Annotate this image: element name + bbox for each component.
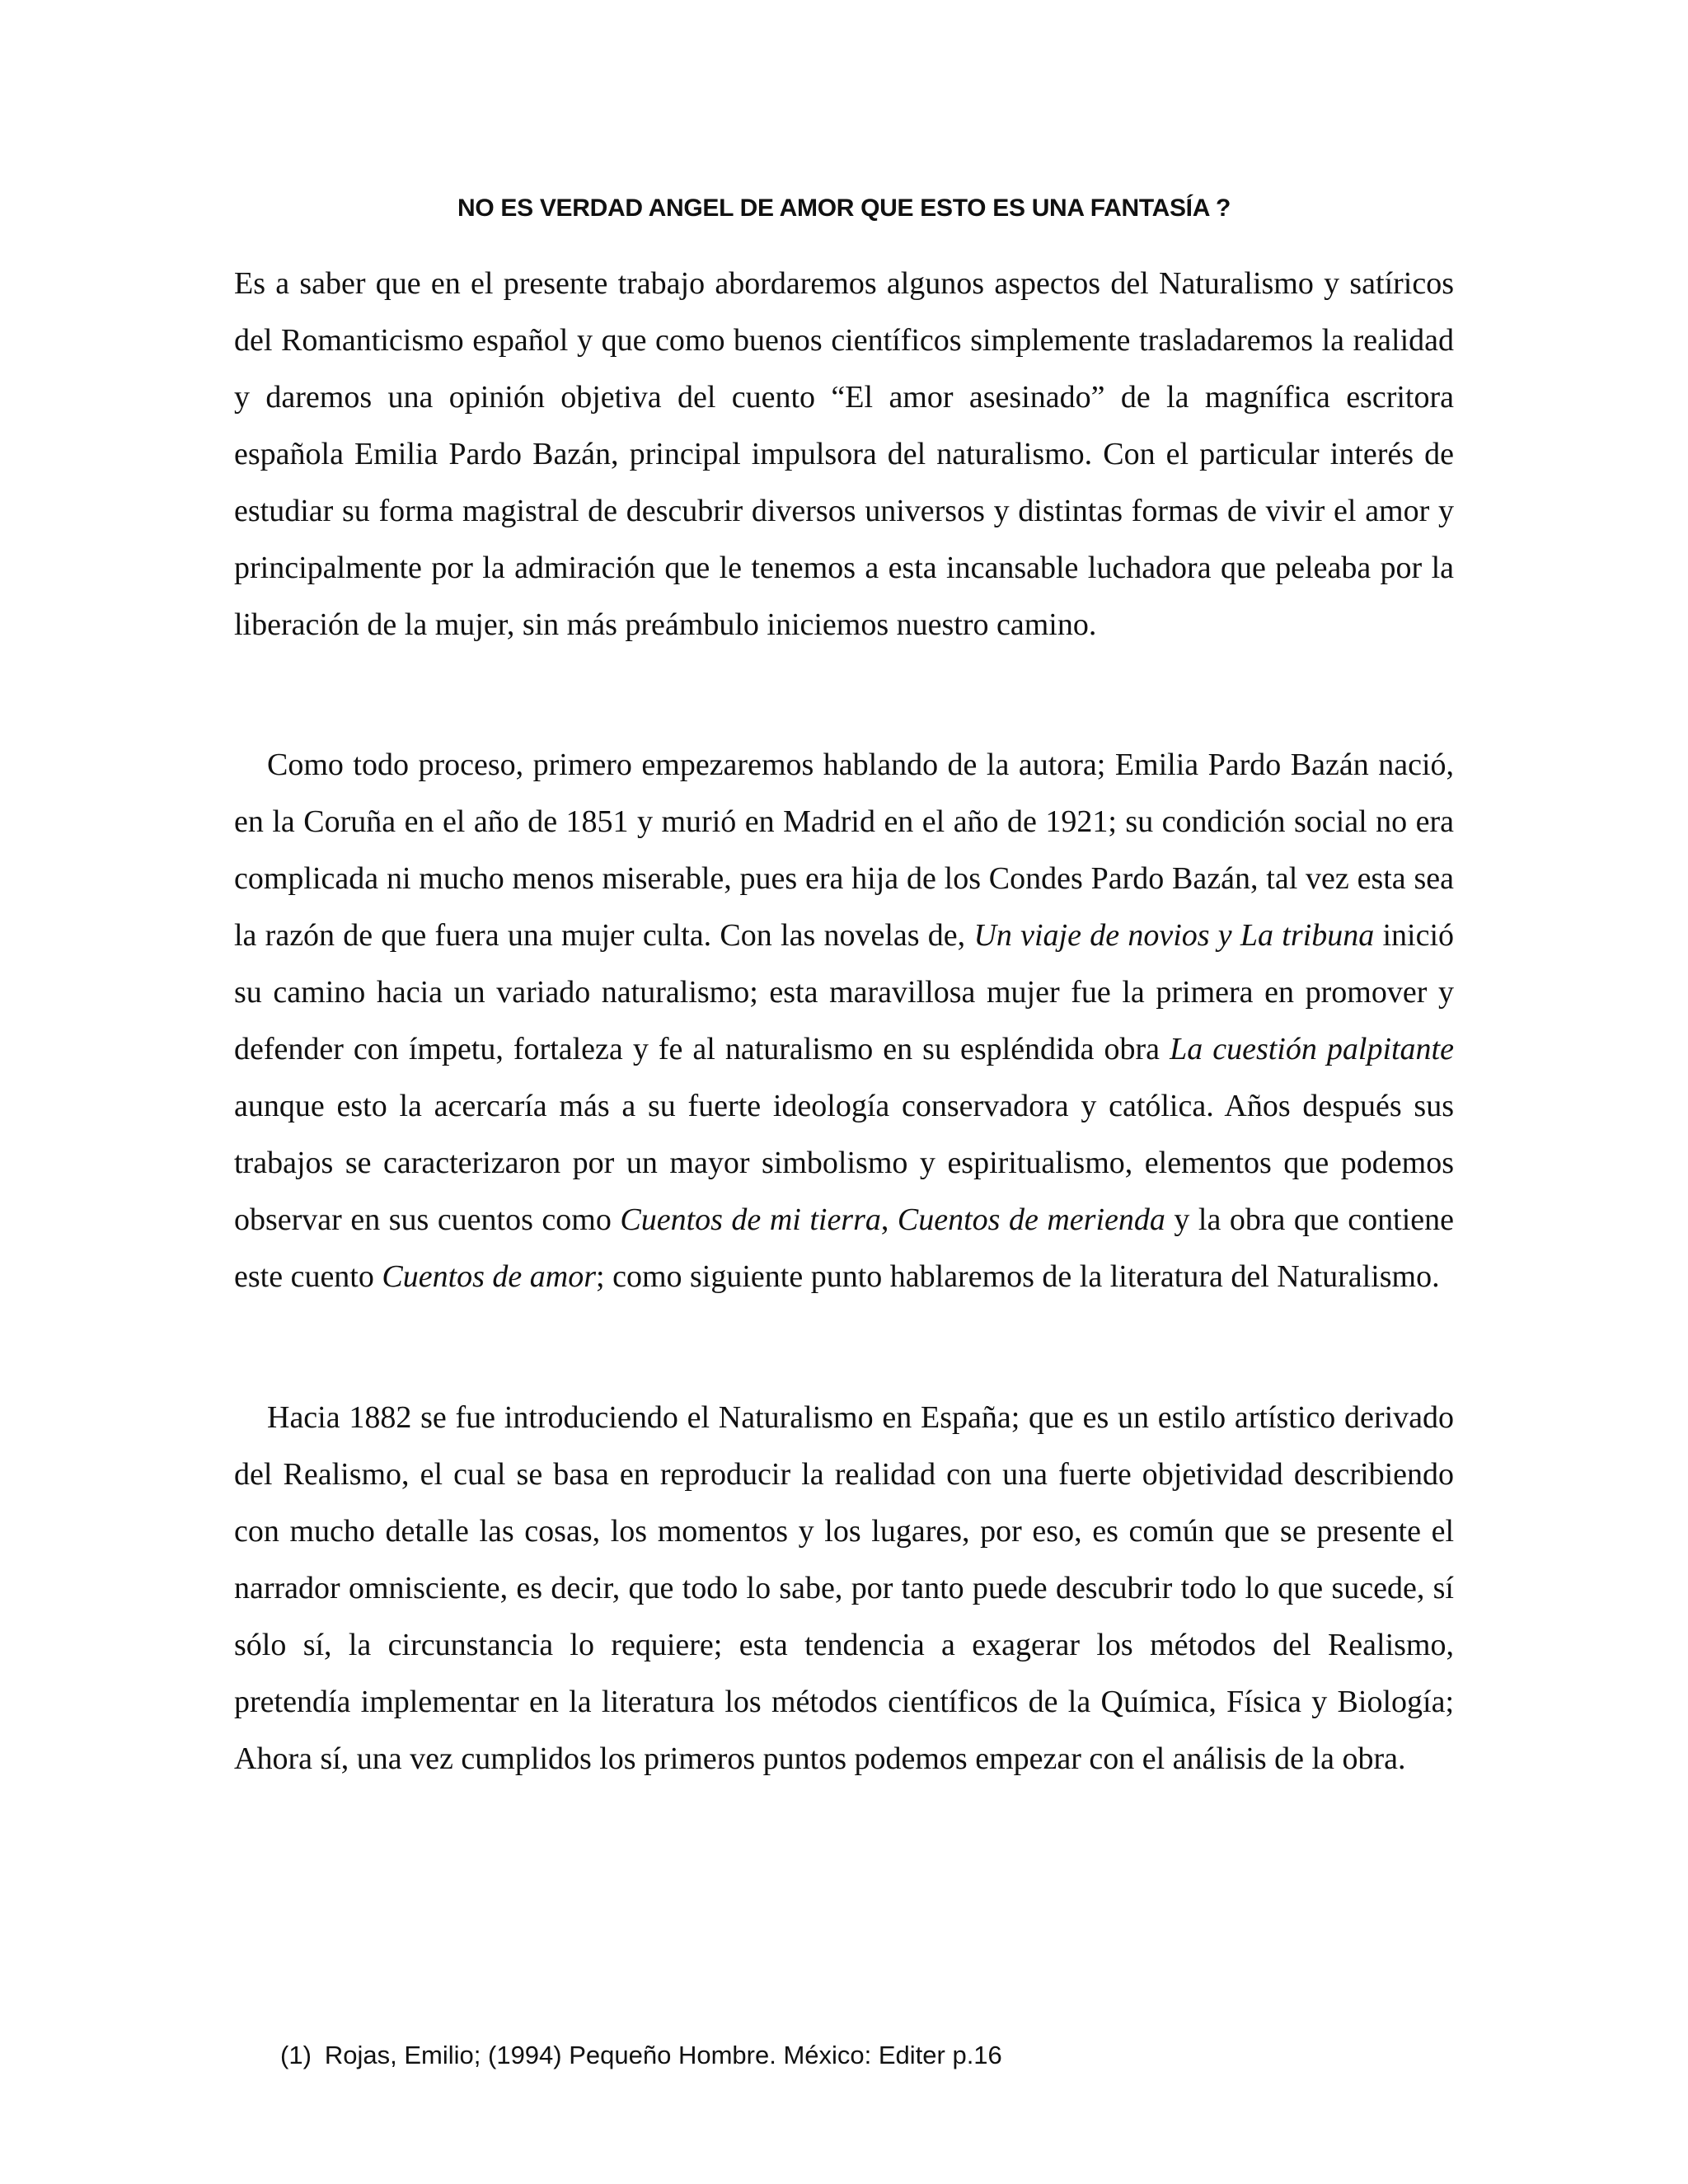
paragraph-author-text: ; como siguiente punto hablaremos de la literatura del Naturalismo. xyxy=(596,1259,1440,1294)
paragraph-author-text: , xyxy=(880,1202,898,1237)
paragraph-intro: Es a saber que en el presente trabajo abordaremos algunos aspectos del Naturalismo y satíricos del Romanticismo español y que como buenos científicos simplemente trasladaremos la realidad y daremos una opinión objetiva del cuento “El amor asesinado” de la magnífica escritora española Emilia Pardo Bazán, principal impulsora del naturalismo. Con el particular interés de estudiar su forma magistral de descubrir diversos universos y distintas formas de vivir el amor y principalmente por la admiración que le tenemos a esta incansable luchadora que peleaba por la liberación de la mujer, sin más preámbulo iniciemos nuestro camino. xyxy=(234,266,1454,642)
document-title: NO ES VERDAD ANGEL DE AMOR QUE ESTO ES UNA FANTASÍA ? xyxy=(457,194,1231,222)
paragraph-author xyxy=(234,737,1454,1305)
italic-title-un-viaje: Un viaje de novios y La tribuna xyxy=(973,918,1375,953)
italic-title-cuentos-amor: Cuentos de amor xyxy=(382,1259,597,1294)
footnote-text: Rojas, Emilio; (1994) Pequeño Hombre. México: Editer p.16 xyxy=(324,2041,1002,2069)
italic-title-la-cuestion: La cuestión palpitante xyxy=(1170,1032,1454,1066)
italic-title-cuentos-tierra: Cuentos de mi tierra xyxy=(620,1202,881,1237)
paragraph-author-text: y la obra que contiene este cuento xyxy=(234,1202,1454,1294)
paragraph-naturalism: Hacia 1882 se fue introduciendo el Naturalismo en España; que es un estilo artístico derivado del Realismo, el cual se basa en reproducir la realidad con una fuerte objetividad describiendo con mucho detalle las cosas, los momentos y los lugares, por eso, es común que se presente el narrador omnisciente, es decir, que todo lo sabe, por tanto puede descubrir todo lo que sucede, sí sólo sí, la circunstancia lo requiere; esta tendencia a exagerar los métodos del Realismo, pretendía implementar en la literatura los métodos científicos de la Química, Física y Biología; Ahora sí, una vez cumplidos los primeros puntos podemos empezar con el análisis de la obra. xyxy=(234,1400,1454,1776)
paragraph-author-text: Como todo proceso, primero empezaremos hablando de la autora; Emilia Pardo Bazán nació, en la Coruña en el año de 1851 y murió en Madrid en el año de 1921; su condición social no era complicada ni mucho menos miserable, pues era hija de los Condes Pardo Bazán, tal vez esta sea la razón de que fuera una mujer culta. Con las novelas de, xyxy=(234,748,1454,953)
paragraph-author-text: inició su camino hacia un variado naturalismo; esta maravillosa mujer fue la primera en promover y defender con ímpetu, fortaleza y fe al naturalismo en su espléndida obra xyxy=(234,918,1455,1066)
footnote-number: (1) xyxy=(280,2041,312,2069)
italic-title-cuentos-merienda: Cuentos de merienda xyxy=(897,1202,1165,1237)
paragraph-author-text: aunque esto la acercaría más a su fuerte ideología conservadora y católica. Años después sus trabajos se caracterizaron por un mayor simbolismo y espiritualismo, elementos que podemos observar en sus cuentos como xyxy=(234,1089,1454,1237)
footnote xyxy=(280,2041,1002,2070)
